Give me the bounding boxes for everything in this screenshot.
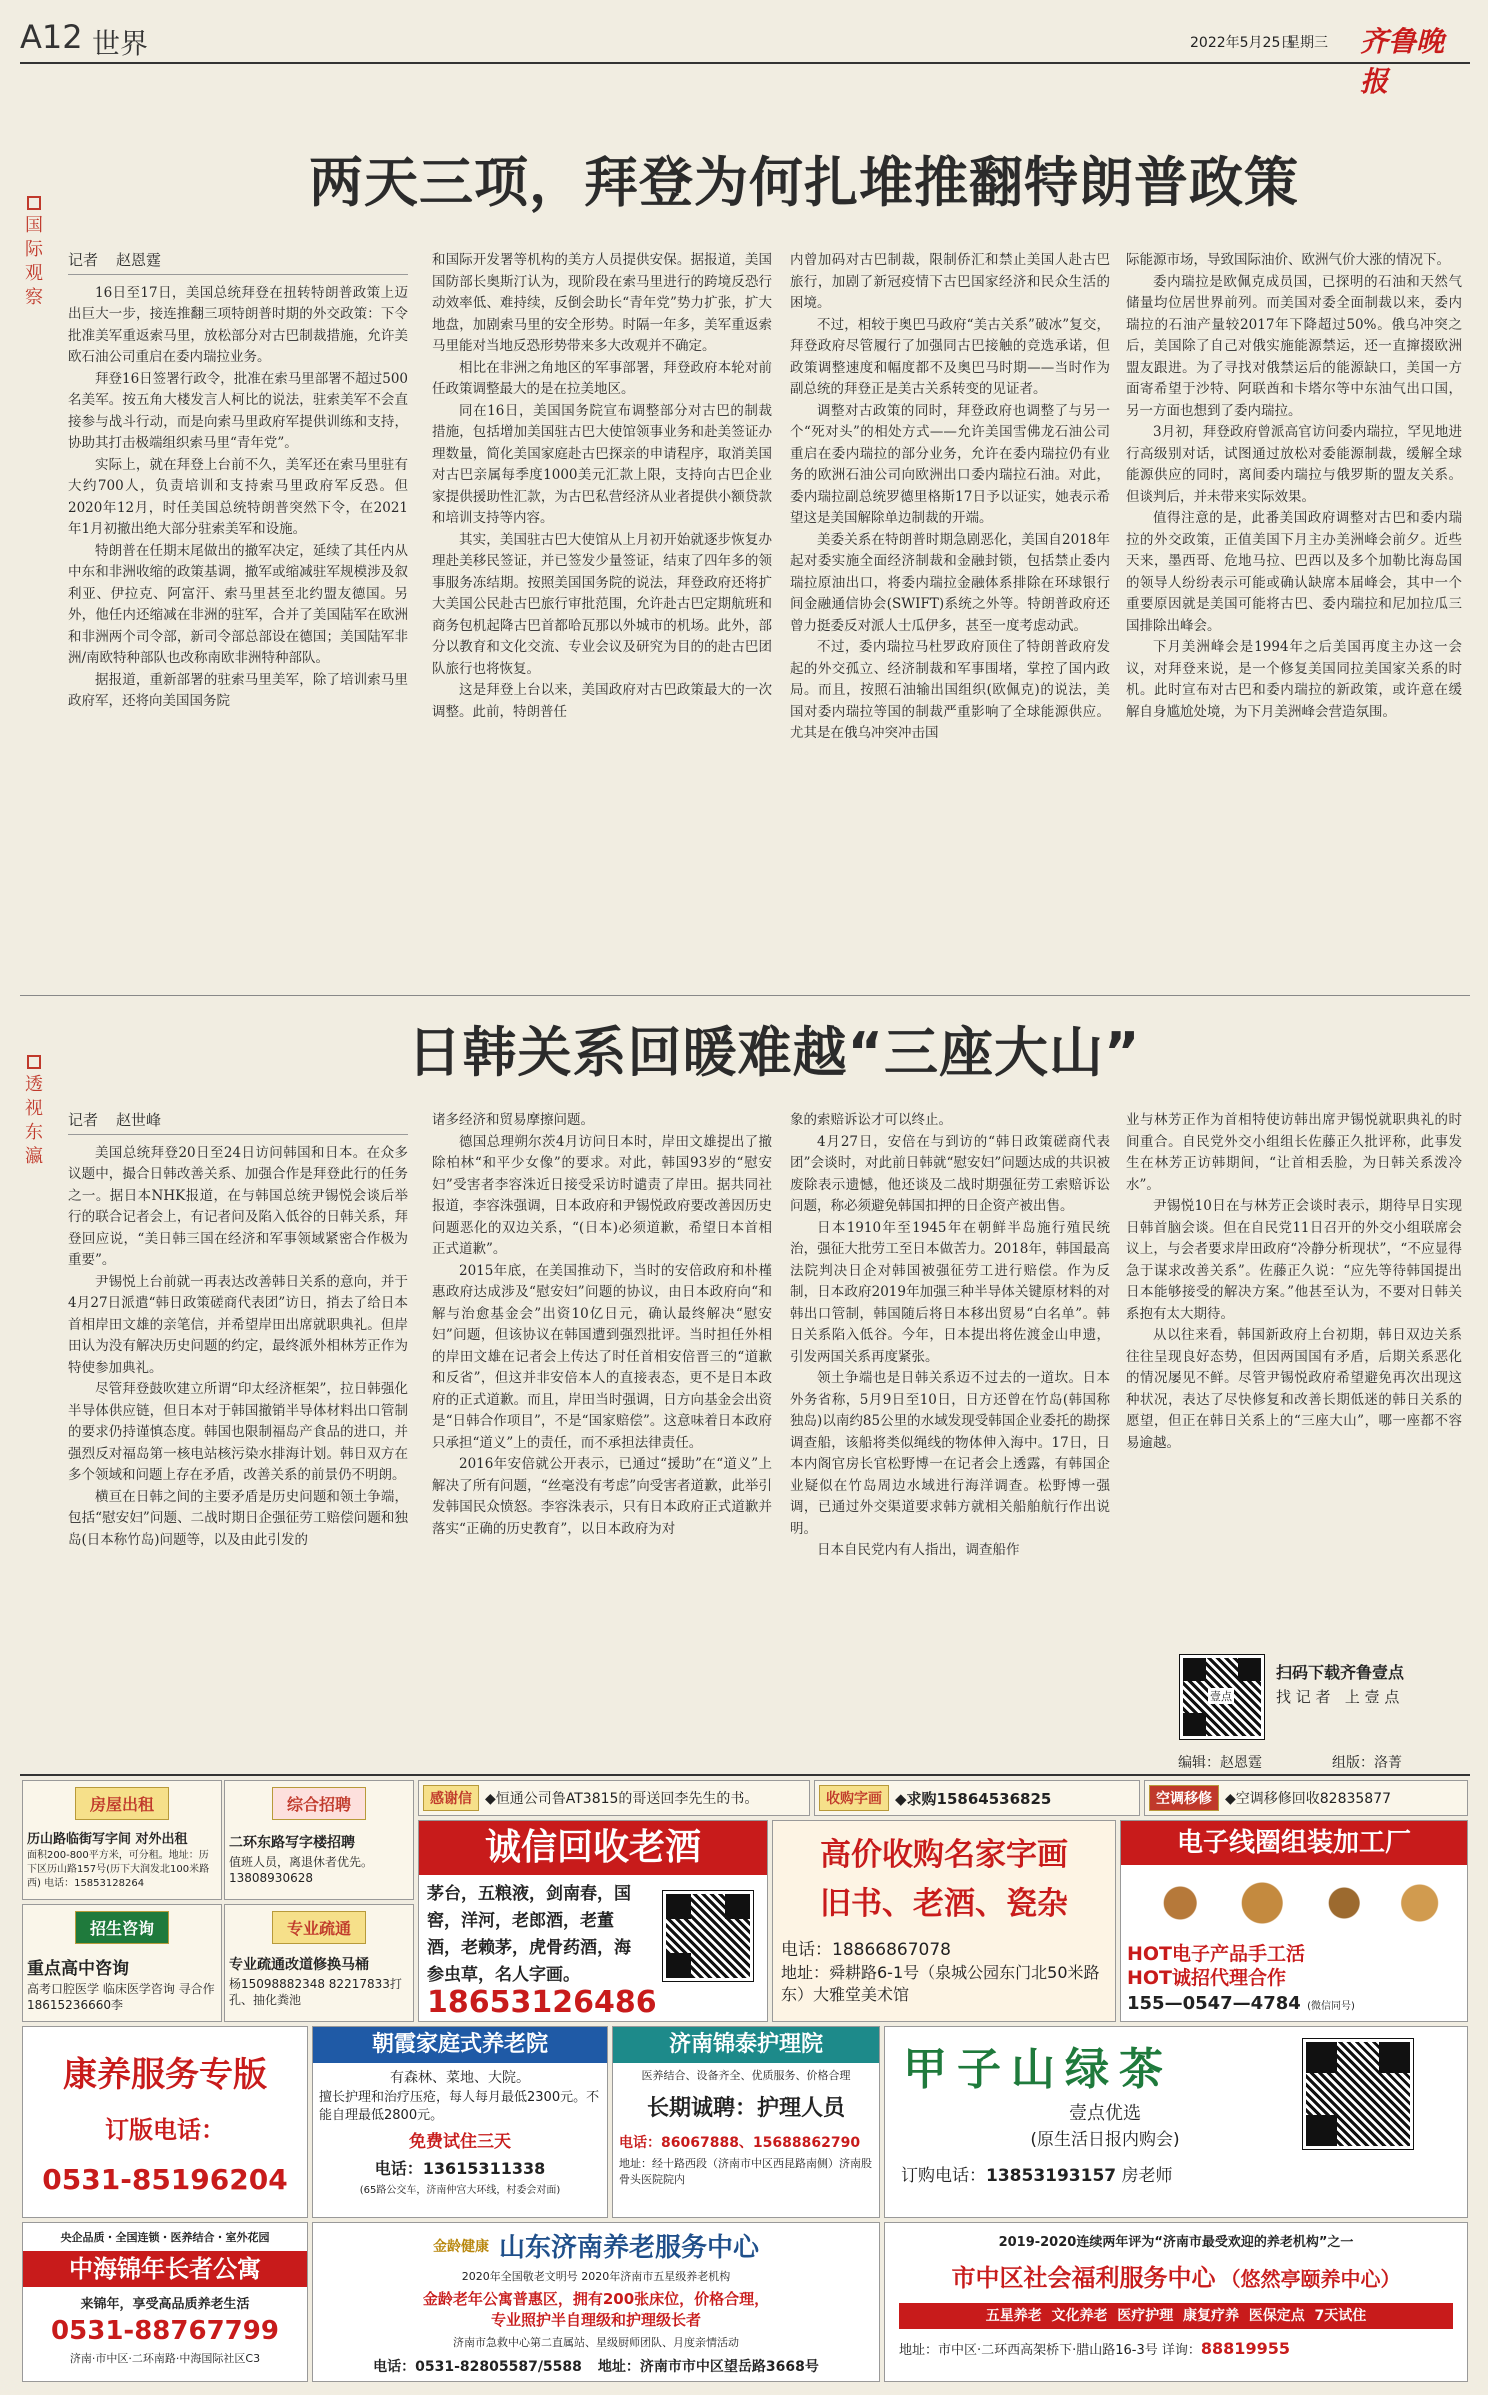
sd-line3: 专业照护半自理级和护理级长者: [490, 2311, 701, 2329]
kang-sub: 订版电话：: [105, 2116, 225, 2144]
wine-list: 茅台，五粮液，剑南春，国窖，洋河，老郎酒，老董酒，老赖茅，虎骨药酒，海参虫草，名人字画。: [427, 1884, 631, 1985]
ac-title: 空调移修: [1149, 1785, 1219, 1811]
ad-jintai[interactable]: [612, 2026, 880, 2218]
coil-phone: 155—0547—4784: [1127, 1993, 1301, 2014]
tea-phone-label: 订购电话：: [901, 2166, 986, 2186]
coil-line2: HOT诚招代理合作: [1127, 1967, 1287, 1989]
classified-edu[interactable]: [22, 1904, 222, 2022]
article1-headline: 两天三项，拜登为何扎堆推翻特朗普政策: [309, 151, 1299, 214]
article1-byline: 记者 赵恩霆: [68, 250, 408, 275]
tea-contact: 房老师: [1121, 2166, 1173, 2186]
article2-col3: 象的索赔诉讼才可以终止。 4月27日，安倍在与到访的“韩日政策磋商代表团”会谈时，对此前日韩就“慰安妇”问题达成的共识被废除表示遗憾，他还谈及二战时期强征劳工索赔诉讼问题，称必须避免韩国扣押的日企资产被出售。 日本1910年至1945年在朝鲜半岛施行殖民统治，强征大批劳工至日本做苦力。2018年，韩国最高法院判决日企对韩国被强征劳工进行赔偿。作为反制，日本政府2019年加强三种半导体关键原材料的对韩出口管制，韩国随后将日本移出贸易“白名单”。韩日关系陷入低谷。今年，日本提出将佐渡金山申遗，引发两国关系再度紧张。 领土争端也是日韩关系迈不过去的一道坎。日本外务省称，5月9日至10日，日方还曾在竹岛(韩国称独岛)以南约85公里的水域发现受韩国企业委托的勘探调查船，该船将类似绳线的物体伸入海中。17日，日本内阁官房长官松野博一在记者会上透露，有韩国企业疑似在竹岛周边水域进行海洋调查。松野博一强调，已通过外交渠道要求韩方就相关船舶航行作出说明。 日本自民党内有人指出，调查船作: [790, 1112, 1110, 1558]
article2-col1: 记者 赵世峰 美国总统拜登20日至24日访问韩国和日本。在众多议题中，撮合日韩改善关系、加强合作是拜登此行的任务之一。据日本NHK报道，在与韩国总统尹锡悦会谈后举行的联合记者会上，有记者问及陷入低谷的日韩关系，拜登回应说，“美日韩三国在经济和军事领域紧密合作极为重要”。 尹锡悦上台前就一再表达改善韩日关系的意向，并于4月27日派遣“韩日政策磋商代表团”访日，捎去了给日本首相岸田文雄的亲笔信，并希望岸田出席就职典礼。但岸田认为没有解决历史问题的约定，最终派外相林芳正作为特使参加典礼。 尽管拜登鼓吹建立所谓“印太经济框架”，拉日韩强化半导体供应链，但日本对于韩国撤销半导体材料出口管制的要求仍持谨慎态度。韩国也限制福岛产食品的进口，并强烈反对福岛第一核电站核污染水排海计划。韩日双方在多个领域和问题上存在矛盾，改善关系的前景仍不明朗。 横亘在日韩之间的主要矛盾是历史问题和领土争端，包括“慰安妇”问题、二战时期日企强征劳工赔偿问题和独岛(日本称竹岛)问题等，以及由此引发的: [68, 1111, 408, 1548]
hire-body: 二环东路写字楼招聘: [229, 1835, 355, 1851]
layout-credit: 组版：洛菁: [1332, 1755, 1402, 1771]
article1-tag: 国际观察: [22, 196, 46, 310]
jt-line1: 医养结合、设备齐全、优质服务、价格合理: [641, 2069, 851, 2082]
classified-rent[interactable]: [22, 1780, 222, 1900]
article1-col4: 际能源市场，导致国际油价、欧洲气价大涨的情况下。 委内瑞拉是欧佩克成员国，已探明的石油和天然气储量均位居世界前列。而美国对委全面制裁以来，委内瑞拉的石油产量较2017年下降超过50%。俄乌冲突之后，美国除了自己对俄实施能源禁运，还一直撺掇欧洲盟友跟进。为了寻找对俄禁运后的能源缺口，美国一方面寄希望于沙特、阿联酋和卡塔尔等中东油气出口国，另一方面也想到了委内瑞拉。 3月初，拜登政府曾派高官访问委内瑞拉，罕见地进行高级别对话，试图通过放松对委能源制裁，缓解全球能源供应的同时，离间委内瑞拉与俄罗斯的盟友关系。但谈判后，并未带来实际效果。 值得注意的是，此番美国政府调整对古巴和委内瑞拉的外交政策，正值美国下月主办美洲峰会前夕。近些天来，墨西哥、危地马拉、巴西以及多个加勒比海岛国的领导人纷纷表示可能或确认缺席本届峰会，其中一个重要原因就是美国可能将古巴、委内瑞拉和尼加拉瓜三国排除出峰会。 下月美洲峰会是1994年之后美国再度主办这一会议，对拜登来说，是一个修复美国同拉美国家关系的时机。此时宣布对古巴和委内瑞拉的新政策，或许意在缓解自身尴尬处境，为下月美洲峰会营造氛围。: [1126, 252, 1462, 720]
kang-title: 康养服务专版: [63, 2055, 267, 2095]
qr-caption-1: 扫码下载齐鲁壹点: [1276, 1663, 1405, 1682]
tea-phone: 13853193157: [986, 2166, 1117, 2186]
article2-byline: 记者 赵世峰: [68, 1110, 408, 1135]
page-header: [20, 18, 1470, 98]
kang-phone: 0531-85196204: [42, 2163, 288, 2196]
jt-hire: 长期诚聘：护理人员: [646, 2096, 845, 2121]
coil-line1: HOT电子产品手工活: [1127, 1943, 1306, 1965]
article2-col2: 诸多经济和贸易摩擦问题。 德国总理朔尔茨4月访问日本时，岸田文雄提出了撤除柏林“和平少女像”的要求。对此，韩国93岁的“慰安妇”受害者李容洙近日接受采访时谴责了岸田。据共同社报道，李容洙强调，日本政府和尹锡悦政府要改善因历史问题恶化的双边关系，“(日本)必须道歉，希望日本首相正式道歉”。 2015年底，在美国推动下，当时的安倍政府和朴槿惠政府达成涉及“慰安妇”问题的协议，由日本政府向“和解与治愈基金会”出资10亿日元，确认最终解决“慰安妇”问题，但该协议在韩国遭到强烈批评。当时担任外相的岸田文雄在记者会上传达了时任首相安倍晋三的“道歉和反省”，但这并非安倍本人的直接表态，更不是日本政府的正式道歉。而且，岸田当时强调，日方向基金会出资是“日韩合作项目”，不是“国家赔偿”。这意味着日本政府只承担“道义”上的责任，而不承担法律责任。 2016年安倍就公开表示，已通过“援助”在“道义”上解决了所有问题，“丝毫没有考虑”向受害者道歉，此举引发韩国民众愤怒。李容洙表示，只有日本政府正式道歉并落实“正确的历史教育”，以日本政府为对: [432, 1112, 772, 1537]
pipe-detail: 杨15098882348 82217833打孔、抽化粪池: [229, 1977, 402, 2007]
buy-title: 收购字画: [819, 1785, 889, 1811]
rent-body: 历山路临街写字间 对外出租: [27, 1832, 188, 1847]
ad-shandong-eldercare[interactable]: [312, 2222, 880, 2382]
thanks-title: 感谢信: [423, 1785, 479, 1811]
section-name: 世界: [92, 27, 149, 60]
issue-date: 2022年5月25日: [1190, 35, 1295, 51]
buy-strip[interactable]: [814, 1780, 1140, 1816]
pipe-title: 专业疏通: [272, 1911, 366, 1944]
classified-pipe[interactable]: [224, 1904, 414, 2022]
art-phone: 电话：18866867078: [781, 1940, 951, 1960]
sz-top: 2019-2020连续两年评为“济南市最受欢迎的养老机构”之一: [998, 2235, 1354, 2250]
article1-col3: 内曾加码对古巴制裁，限制侨汇和禁止美国人赴古巴旅行，加剧了新冠疫情下古巴国家经济和民众生活的困境。 不过，相较于奥巴马政府“美古关系”破冰”复交，拜登政府尽管履行了加强同古巴接触的竞选承诺，但政策调整速度和幅度都不及奥巴马时期——当时作为副总统的拜登正是美古关系转变的见证者。 调整对古政策的同时，拜登政府也调整了与另一个“死对头”的相处方式——允许美国雪佛龙石油公司重启在委内瑞拉的部分业务，允许在委内瑞拉仍有业务的欧洲石油公司向欧洲出口委内瑞拉石油。对此，委内瑞拉副总统罗德里格斯17日予以证实，她表示希望这是美国解除单边制裁的开端。 美委关系在特朗普时期急剧恶化，美国自2018年起对委实施全面经济制裁和金融封锁，包括禁止委内瑞拉原油出口，将委内瑞拉金融体系排除在环球银行间金融通信协会(SWIFT)系统之外等。特朗普政府还曾力挺委反对派人士瓜伊多，甚至一度考虑动武。 不过，委内瑞拉马杜罗政府顶住了特朗普政府发起的外交孤立、经济制裁和军事围堵，掌控了国内政局。而且，按照石油输出国组织(欧佩克)的说法，美国对委内瑞拉等国的制裁严重影响了全球能源供应。尤其是在俄乌冲突冲击国: [790, 252, 1110, 741]
sd-brand: 金龄健康: [432, 2238, 489, 2255]
zx-trial: 免费试住三天: [409, 2132, 511, 2152]
zx-line1: 有森林、菜地、大院。: [390, 2070, 530, 2086]
zx-title: 朝霞家庭式养老院: [313, 2027, 607, 2063]
edu-title: 招生咨询: [75, 1911, 169, 1944]
zx-addr: (65路公交车，济南仲宫大环线，村委会对面): [359, 2185, 561, 2196]
ad-zhonghai[interactable]: [22, 2222, 308, 2382]
thanks-strip[interactable]: [418, 1780, 810, 1816]
wine-qr-code[interactable]: [663, 1891, 753, 1981]
jt-phone: 电话：86067888、15688862790: [619, 2135, 861, 2151]
zx-phone: 电话：13615311338: [374, 2159, 546, 2178]
sd-line1: 2020年全国敬老文明号 2020年济南市五星级养老机构: [461, 2270, 731, 2283]
rent-detail: 面积200-800平方米，可分租。地址：历下区历山路157号(历下大润发北100米路西) 电话：15853128264: [27, 1850, 210, 1889]
sd-line2: 金龄老年公寓普惠区，拥有200张床位，价格合理，: [422, 2290, 770, 2308]
ad-shizhong-welfare[interactable]: [884, 2222, 1468, 2382]
art-title1: 高价收购名家字画: [820, 1837, 1068, 1873]
sz-phone: 88819955: [1200, 2339, 1290, 2358]
section-divider: [20, 995, 1470, 996]
jt-title: 济南锦泰护理院: [613, 2027, 879, 2063]
article2-tag: 透视东瀛: [22, 1055, 46, 1169]
hire-detail: 值班人员，离退休者优先。13808930628: [229, 1855, 374, 1885]
sd-title: 山东济南养老服务中心: [498, 2233, 759, 2263]
coil-title: 电子线圈组装加工厂: [1121, 1821, 1467, 1865]
ad-kangyang[interactable]: [22, 2026, 308, 2218]
wine-phone: 18653126486: [427, 1985, 657, 2020]
art-addr: 地址：舜耕路6-1号（泉城公园东门北50米路东）大雅堂美术馆: [781, 1963, 1100, 2004]
art-title2: 旧书、老酒、瓷杂: [820, 1886, 1068, 1922]
article2-headline: 日韩关系回暖难越“三座大山”: [407, 1021, 1141, 1084]
zx-line2: 擅长护理和治疗压疮，每人每月最低2300元。不能自理最低2800元。: [319, 2090, 600, 2123]
coil-note: (微信同号): [1307, 2001, 1355, 2012]
sd-phone: 电话：0531-82805587/5588: [373, 2359, 582, 2375]
article1-col1: 记者 赵恩霆 16日至17日，美国总统拜登在扭转特朗普政策上迈出巨大一步，接连推翻三项特朗普时期的外交政策：下令批准美军重返索马里，放松部分对古巴制裁措施，允许美欧石油公司重启在委内瑞拉业务。 拜登16日签署行政令，批准在索马里部署不超过500名美军。按五角大楼发言人柯比的说法，驻索美军不会直接参与战斗行动，而是向索马里政府军提供训练和支持，协助其打击极端组织索马里“青年党”。 实际上，就在拜登上台前不久，美军还在索马里驻有大约700人，负责培训和支持索马里政府军反恐。但2020年12月，时任美国总统特朗普突然下令，在2021年1月初撤出绝大部分驻索美军和设施。 特朗普在任期末尾做出的撤军决定，延续了其任内从中东和非洲收缩的政策基调，撤军或缩减驻军规模涉及叙利亚、伊拉克、阿富汗、索马里甚至北约盟友德国。另外，他任内还缩减在非洲的驻军，合并了美国陆军在欧洲和非洲两个司令部，新司令部总部设在德国；美国陆军非洲/南欧特种部队也改称南欧非洲特种部队。 据报道，重新部署的驻索马里美军，除了培训索马里政府军，还将向美国国务院: [68, 251, 408, 709]
ad-wine-recycle[interactable]: [418, 1820, 768, 2022]
editor-credit: 编辑：赵恩霆: [1178, 1755, 1262, 1771]
ac-text: ◆空调移修回收82835877: [1225, 1791, 1392, 1807]
hire-title: 综合招聘: [272, 1787, 366, 1820]
issue-weekday: 星期三: [1286, 35, 1328, 51]
sz-title: 市中区社会福利服务中心: [951, 2264, 1216, 2292]
classified-hire[interactable]: [224, 1780, 414, 1900]
article2-col4: 业与林芳正作为首相特使访韩出席尹锡悦就职典礼的时间重合。自民党外交小组组长佐藤正久批评称，此事发生在林芳正访韩期间，“让首相丢脸，为日韩关系泼冷水”。 尹锡悦10日在与林芳正会谈时表示，期待早日实现日韩首脑会谈。但在自民党11日召开的外交小组联席会议上，与会者要求岸田政府“冷静分析现状”，“不应显得急于谋求改善关系”。佐藤正久说：“应先等待韩国提出日本能够接受的解决方案。”他甚至认为，不要对日韩关系抱有太大期待。 从以往来看，韩国新政府上台初期，韩日双边关系往往呈现良好态势，但因两国国有矛盾，后期关系恶化的情况屡见不鲜。尽管尹锡悦政府希望避免再次出现这种状况，表达了尽快修复和改善长期低迷的韩日关系的愿望，但正在韩日关系上的“三座大山”，哪一座都不容易逾越。: [1126, 1112, 1462, 1451]
edu-detail: 高考口腔医学 临床医学咨询 寻合作18615236660李: [27, 1982, 215, 2012]
zh-title: 中海锦年长者公寓: [23, 2251, 307, 2287]
tea-title: 甲子山绿茶: [903, 2044, 1173, 2095]
zh-addr: 济南·市中区·二环南路·中海国际社区C3: [69, 2352, 261, 2365]
qr-caption-2: 找 记 者 上 壹 点: [1276, 1688, 1400, 1706]
sd-addr2: 地址：济南市市中区望岳路3668号: [597, 2359, 819, 2375]
thanks-text: ◆恒通公司鲁AT3815的哥送回李先生的书。: [485, 1791, 759, 1807]
pipe-body: 专业疏通改道修换马桶: [229, 1957, 369, 1973]
page-number: A12: [20, 18, 83, 56]
ad-calligraphy[interactable]: [772, 1820, 1116, 2022]
zh-phone: 0531-88767799: [51, 2316, 279, 2346]
sz-paren: （悠然亭颐养中心）: [1220, 2267, 1401, 2291]
ac-strip[interactable]: [1144, 1780, 1468, 1816]
jt-addr: 地址：经十路西段（济南市中区西昆路南侧）济南股骨头医院院内: [619, 2157, 872, 2186]
qr-label: 壹点: [1210, 1690, 1232, 1703]
ad-electronic-coil[interactable]: [1120, 1820, 1468, 2022]
zh-top: 央企品质・全国连锁・医养结合・室外花园: [60, 2231, 270, 2244]
zh-sub: 来锦年，享受高品质养老生活: [80, 2297, 250, 2312]
tea-sub1: 壹点优选: [1069, 2103, 1141, 2124]
wine-title: 诚信回收老酒: [419, 1821, 767, 1875]
tea-sub2: (原生活日报内购会): [1030, 2130, 1180, 2150]
article1-col2: 和国际开发署等机构的美方人员提供安保。据报道，美国国防部长奥斯汀认为，现阶段在索马里进行的跨境反恐行动效率低、难持续，反倒会助长“青年党”势力扩张，扩大地盘，加剧索马里的安全形势。时隔一年多，美军重返索马里能对当地反恐形势带来多大改观并不确定。 相比在非洲之角地区的军事部署，拜登政府本轮对前任政策调整最大的是在拉美地区。 同在16日，美国国务院宣布调整部分对古巴的制裁措施，包括增加美国驻古巴大使馆领事业务和赴美签证办理数量，简化美国家庭赴古巴探亲的申请程序，取消美国对古巴亲属每季度1000美元汇款上限，支持向古巴企业家提供援助性汇款，为古巴私营经济从业者提供小额贷款和培训支持等内容。 其实，美国驻古巴大使馆从上月初开始就逐步恢复办理赴美移民签证，并已签发少量签证，结束了四年多的领事服务冻结期。按照美国国务院的说法，拜登政府还将扩大美国公民赴古巴旅行审批范围，允许赴古巴定期航班和商务包机起降古巴首都哈瓦那以外城市的机场。此外，部分以教育和文化交流、专业会议及研究为目的的赴古巴团队旅行也将恢复。 这是拜登上台以来，美国政府对古巴政策最大的一次调整。此前，特朗普任: [432, 252, 772, 720]
edu-body: 重点高中咨询: [27, 1959, 129, 1979]
sz-addr: 地址：市中区·二环西高架桥下·腊山路16-3号 详询：: [899, 2343, 1201, 2358]
ad-green-tea[interactable]: [884, 2026, 1468, 2218]
rent-title: 房屋出租: [75, 1787, 169, 1820]
paper-logo: 齐鲁晚报: [1360, 25, 1445, 98]
coil-product-image: [1131, 1873, 1459, 1933]
tea-qr-code[interactable]: [1303, 2039, 1413, 2149]
sz-tags: 五星养老 文化养老 医疗护理 康复疗养 医保定点 7天试住: [899, 2303, 1453, 2329]
ad-zhaoxia[interactable]: [312, 2026, 608, 2218]
buy-text: ◆求购15864536825: [895, 1789, 1052, 1808]
sd-addr1: 济南市急救中心第二直属站、星级厨师团队、月度亲情活动: [453, 2336, 739, 2349]
